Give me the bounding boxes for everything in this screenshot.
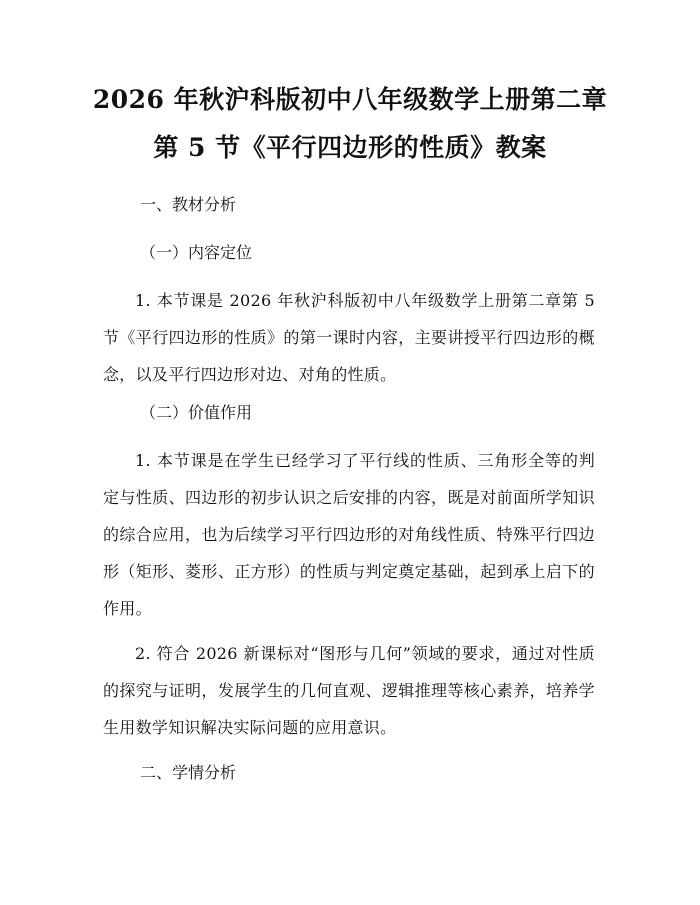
paragraph-value-role-1: 1. 本节课是在学生已经学习了平行线的性质、三角形全等的判定与性质、四边形的初步认识之后安排的内容，既是对前面所学知识的综合应用，也为后续学习平行四边形的对角线性质、特殊平行四边形（矩形、菱形、正方形）的性质与判定奠定基础，起到承上启下的作用。 — [103, 451, 595, 618]
document-title-line-1: 2026 年秋沪科版初中八年级数学上册第二章 — [92, 85, 608, 114]
section-heading-teaching-material-analysis: 一、教材分析 — [140, 195, 237, 214]
paragraph-content-positioning-1: 1. 本节课是 2026 年秋沪科版初中八年级数学上册第二章第 5 节《平行四边形的性质》的第一课时内容，主要讲授平行四边形的概念，以及平行四边形对边、对角的性质。 — [103, 291, 595, 384]
paragraph-value-role-2: 2. 符合 2026 新课标对“图形与几何”领域的要求，通过对性质的探究与证明，发展学生的几何直观、逻辑推理等核心素养，培养学生用数学知识解决实际问题的应用意识。 — [103, 644, 595, 737]
subsection-heading-value-role: （二）价值作用 — [140, 403, 253, 422]
subsection-heading-content-positioning: （一）内容定位 — [140, 243, 253, 262]
document-title-line-2: 第 5 节《平行四边形的性质》教案 — [153, 133, 547, 162]
section-heading-learner-analysis: 二、学情分析 — [140, 763, 237, 782]
